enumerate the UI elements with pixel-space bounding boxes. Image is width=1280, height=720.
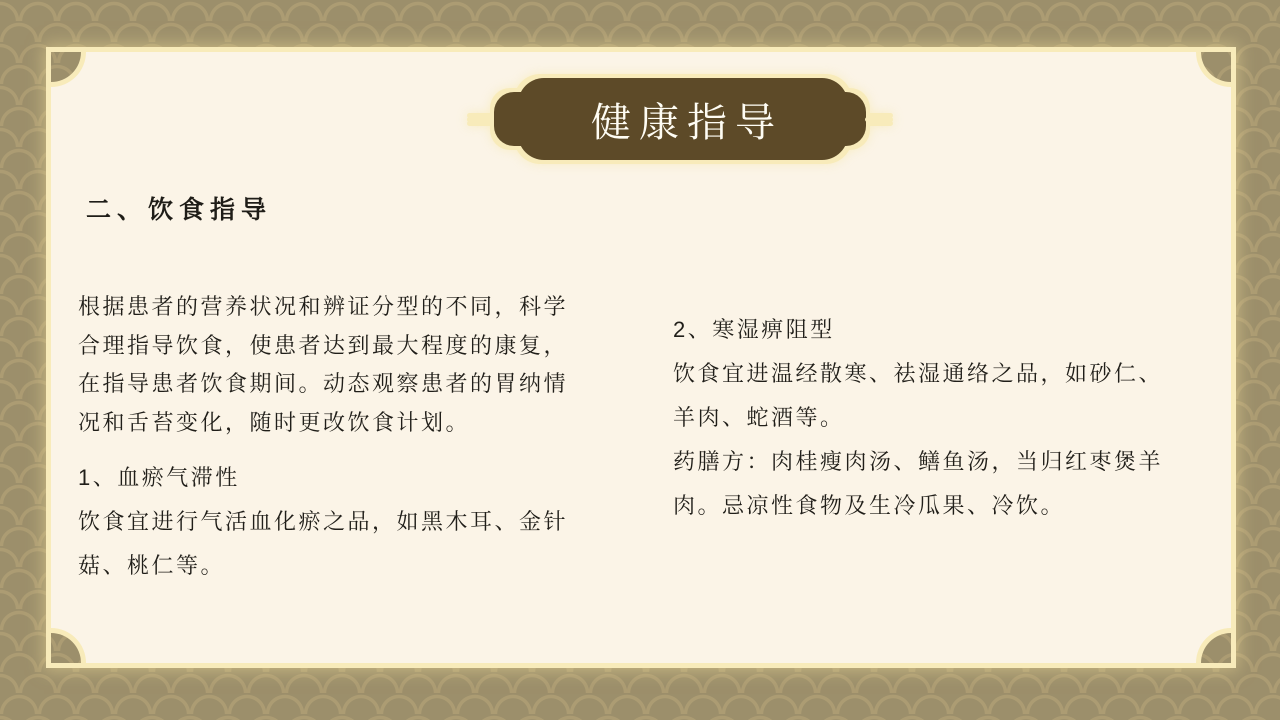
- text-line: 在指导患者饮食期间。动态观察患者的胃纳情: [78, 371, 569, 396]
- text-line: 饮食宜进温经散寒、祛湿通络之品，如砂仁、: [673, 361, 1164, 386]
- text-line: 饮食宜进行气活血化瘀之品，如黑木耳、金针: [78, 509, 569, 534]
- text-line: 羊肉、蛇酒等。: [673, 405, 845, 430]
- left-text-block: [78, 288, 608, 588]
- slide-title: 健康指导: [591, 99, 783, 145]
- corner-notch-bottom-right: [1201, 633, 1231, 663]
- banner-dash-right: [865, 117, 889, 122]
- banner-dash-left: [471, 117, 495, 122]
- text-line: 菇、桃仁等。: [78, 553, 226, 578]
- corner-notch-top-left: [51, 52, 81, 82]
- section-heading: 二、饮食指导: [86, 196, 273, 224]
- right-text-block: [673, 308, 1203, 528]
- text-line: 况和舌苔变化，随时更改饮食计划。: [78, 409, 471, 435]
- text-line: 肉。忌凉性食物及生冷瓜果、冷饮。: [673, 493, 1066, 518]
- banner-plate: [518, 78, 848, 160]
- text-line: 药膳方：肉桂瘦肉汤、鳝鱼汤，当归红枣煲羊: [673, 449, 1164, 474]
- corner-notch-bottom-left: [51, 633, 81, 663]
- list-item-heading: 2、寒湿痹阻型: [673, 317, 835, 342]
- list-item-heading: 1、血瘀气滞性: [78, 465, 240, 490]
- corner-notch-top-right: [1201, 52, 1231, 82]
- text-line: 根据患者的营养状况和辨证分型的不同，科学: [78, 294, 569, 319]
- title-banner: [471, 78, 889, 160]
- text-line: 合理指导饮食，使患者达到最大程度的康复，: [78, 332, 569, 358]
